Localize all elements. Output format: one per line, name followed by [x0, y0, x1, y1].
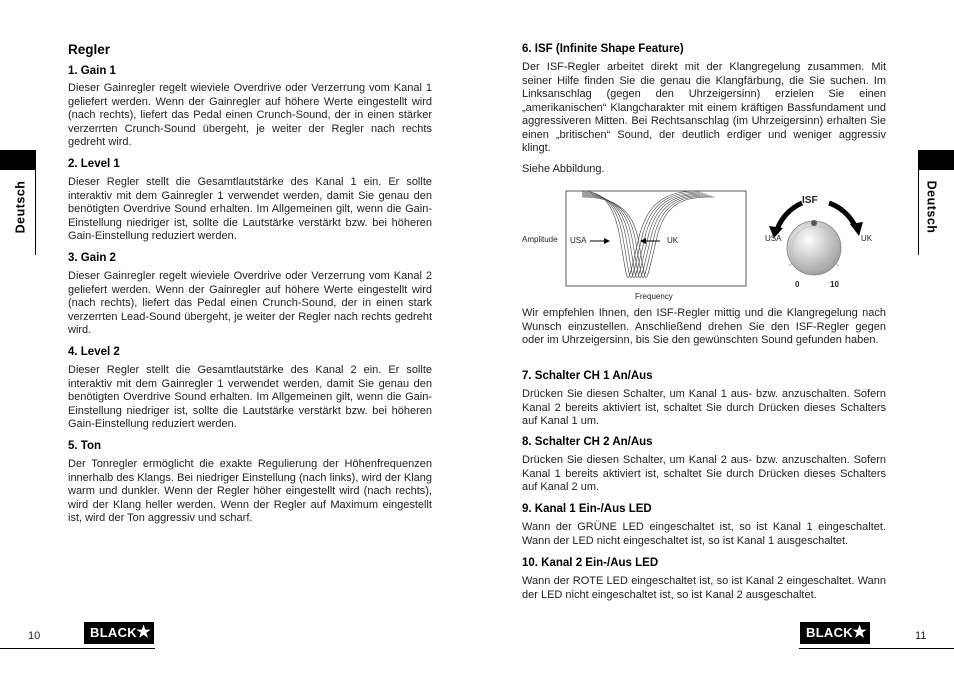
section-text: Dieser Gainregler regelt wieviele Overdrive oder Verzerrung vom Kanal 2 geliefert werden. Wenn der Gainregler auf höhere Werte eingestellt wird (nach rechts), liefert das Pedal einen Crunch-Sound, der in einen stark verzerrten Lead-Sound übergeht, je weiter der Regler nach rechts gedreht wird.: [68, 270, 432, 336]
section-heading: 6. ISF (Infinite Shape Feature): [522, 43, 684, 55]
section-heading: 8. Schalter CH 2 An/Aus: [522, 436, 653, 448]
section-heading: 9. Kanal 1 Ein-/Aus LED: [522, 503, 652, 515]
language-tab: [918, 150, 954, 170]
isf-knob: [762, 188, 882, 298]
section-text: Der Tonregler ermöglicht die exakte Regulierung der Höhenfrequenzen innerhalb des Klangs. Bei niedriger Einstellung (nach links), wird der Klang warm und dunkler. Wenn der Regler höher eingestellt wird (nach rechts), wird der Klang heller werden. Wenn der Regler auf Maximum eingestellt ist, wird der Ton aggressiv und scharf.: [68, 458, 432, 524]
knob-max-label: 10: [830, 280, 839, 289]
language-tab-line: [918, 150, 919, 255]
brand-logo: [800, 622, 870, 644]
section-heading: 5. Ton: [68, 440, 102, 452]
section-text: Dieser Gainregler regelt wieviele Overdrive oder Verzerrung vom Kanal 1 geliefert werden. Wenn der Gainregler auf höhere Werte eingestellt wird (nach rechts), liefert das Pedal einen Crunch-Sound, der in einen stärker verzerrten Crunch-Sound übergeht, je weiter der Regler nach rechts gedreht wird.: [68, 82, 432, 148]
section-text: Wir empfehlen Ihnen, den ISF-Regler mittig und die Klangregelung nach Wunsch einzustellen. Anschließend drehen Sie den ISF-Regler gegen oder im Uhrzeigersinn, bis Sie den gewünschten Sound gefunden haben.: [522, 307, 886, 346]
graph-left-label: USA: [570, 236, 587, 245]
star-icon: ★: [136, 624, 151, 641]
section-text: Wann der GRÜNE LED eingeschaltet ist, so ist Kanal 1 eingeschaltet. Wann der LED nicht eingeschaltet ist, so ist Kanal 1 ausgeschaltet.: [522, 521, 886, 547]
brand-logo-text: BLACK: [806, 625, 853, 640]
isf-knob-diagram: [762, 188, 882, 298]
section-text: Dieser Regler stellt die Gesamtlautstärke des Kanal 1 ein. Er sollte interaktiv mit dem Gainregler 1 verwendet werden, damit Sie genau den benötigten Overdrive Sound erhalten. Im Allgemeinen gilt, wenn die Gain-Einstellung niedriger ist, sollte die Lautstärke verstärkt bzw. bei höheren Gain-Einstellung reduziert werden.: [68, 176, 432, 242]
right-page: [477, 0, 954, 675]
language-tab-label: Deutsch: [924, 180, 939, 234]
brand-logo-text: BLACK: [90, 625, 137, 640]
brand-logo: [84, 622, 154, 644]
section-text: Drücken Sie diesen Schalter, um Kanal 1 aus- bzw. anzuschalten. Sofern Kanal 2 bereits aktiviert ist, schaltet Sie durch Drücken dieses Schalters auf Kanal 1 um.: [522, 388, 886, 427]
knob-title: ISF: [802, 195, 818, 206]
star-icon: ★: [852, 624, 867, 641]
language-tab-line: [35, 150, 36, 255]
section-heading: 10. Kanal 2 Ein-/Aus LED: [522, 557, 659, 569]
section-text: Wann der ROTE LED eingeschaltet ist, so ist Kanal 2 eingeschaltet. Wann der LED nicht eingeschaltet ist, so ist Kanal 2 ausgeschaltet.: [522, 575, 886, 601]
graph-y-label: Amplitude: [522, 235, 558, 244]
frequency-curves: [522, 188, 752, 303]
section-heading: 4. Level 2: [68, 346, 120, 358]
knob-right-label: UK: [861, 234, 873, 243]
footer-rule: [0, 648, 155, 649]
page-number: 10: [28, 630, 41, 642]
figure-reference: Siehe Abbildung.: [522, 163, 605, 175]
section-text: Der ISF-Regler arbeitet direkt mit der Klangregelung zusammen. Mit seiner Hilfe finden Sie die genau die Klangfärbung, die Sie suchen. Im Linksanschlag (gegen den Uhrzeigersinn) erzielen Sie einen „amerikanischen“ Klangcharakter mit einem kräftigen Bassfundament und aggressiveren Mitten. Bei Rechtsanschlag (im Uhrzeigersinn) erhalten Sie einen „britischen“ Sound, der deutlich erdiger und weniger aggressiv klingt.: [522, 61, 886, 154]
isf-frequency-graph: [522, 188, 752, 303]
section-heading: 7. Schalter CH 1 An/Aus: [522, 370, 653, 382]
section-text: Drücken Sie diesen Schalter, um Kanal 2 aus- bzw. anzuschalten. Sofern Kanal 1 bereits aktiviert ist, schaltet Sie durch Drücken dieses Schalters auf Kanal 2 um.: [522, 454, 886, 493]
graph-x-label: Frequency: [635, 292, 673, 301]
section-text: Dieser Regler stellt die Gesamtlautstärke des Kanal 2 ein. Er sollte interaktiv mit dem Gainregler 1 verwendet werden, damit Sie genau den benötigten Overdrive Sound erhalten. Im Allgemeinen gilt, wenn die Gain-Einstellung niedriger ist, sollte die Lautstärke verstärkt bzw. bei höheren Gain-Einstellung reduziert werden.: [68, 364, 432, 430]
page-title: Regler: [68, 42, 111, 57]
section-heading: 3. Gain 2: [68, 252, 116, 264]
knob-min-label: 0: [795, 280, 800, 289]
knob-left-label: USA: [765, 234, 782, 243]
page-number: 11: [915, 630, 927, 642]
footer-rule: [799, 648, 954, 649]
section-heading: 2. Level 1: [68, 158, 120, 170]
language-tab: [0, 150, 36, 170]
graph-right-label: UK: [667, 236, 679, 245]
language-tab-label: Deutsch: [13, 180, 28, 234]
section-heading: 1. Gain 1: [68, 65, 116, 77]
